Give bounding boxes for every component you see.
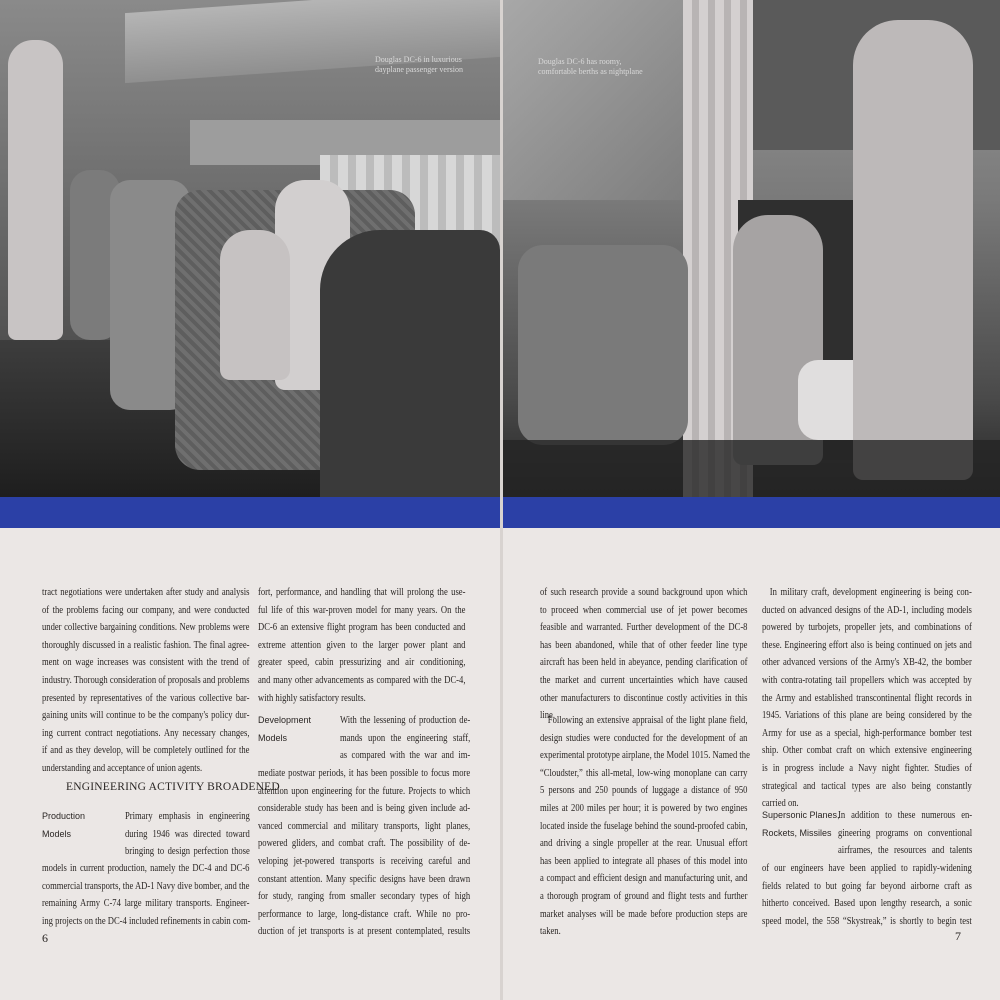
text-line: feasible and warranted. Further development of the DC-8: [540, 621, 748, 634]
text-line: models in current production, namely the DC-4 and DC-6: [42, 862, 250, 874]
text-line: line.: [540, 709, 556, 722]
side-head-line: Models: [42, 828, 72, 839]
side-head-line: Models: [258, 732, 288, 743]
text-line: mediate postwar periods, it has been possible to focus more: [258, 767, 471, 779]
cabin-floor: [503, 440, 1000, 497]
page-number-right: 7: [955, 929, 961, 943]
text-line: presented by representatives of the various collective bar-: [42, 691, 250, 704]
text-line: powered gliders, and combat craft. The possibility of de-: [258, 837, 471, 850]
text-line: industry. Thorough consideration of proposals and problems: [42, 674, 250, 686]
text-line: ship. Other combat craft on which extensive engineering: [762, 744, 972, 757]
side-head-development-models: [258, 712, 311, 747]
text-line: as compared with the war and im-: [340, 749, 471, 762]
text-line: has been abandoned, while that of other feeder line type: [540, 638, 748, 651]
text-line: thoroughly discussed in a realistic fashion. The final agree-: [42, 638, 250, 651]
stewardess-figure: [8, 40, 63, 340]
side-head-line: Development: [258, 715, 312, 725]
text-line: fields related to but going far beyond airborne craft as: [762, 879, 972, 892]
child-passenger: [220, 230, 290, 380]
passenger-seats: [518, 245, 688, 445]
text-line: remaining Army C-74 large military transports. Engineer-: [42, 897, 250, 910]
text-line: attention upon engineering for the future. Projects to which: [258, 784, 471, 797]
text-line: understanding and acceptance of union agents.: [42, 762, 203, 774]
text-line: aircraft has been held in abeyance, pending clarification of: [540, 656, 748, 669]
text-line: with contra-rotating tail propellers which was accepted by: [762, 674, 972, 686]
text-line: taken.: [540, 925, 561, 938]
text-line: Primary emphasis in engineering: [125, 810, 250, 822]
blue-band-right: [503, 497, 1000, 528]
caption-line: Douglas DC-6 has roomy,: [538, 57, 622, 66]
text-line: veloping jet-powered transports is receiving careful and: [258, 855, 471, 867]
text-line: constant attention. Many specific designs have been drawn: [258, 872, 471, 885]
text-line: these. Engineering effort also is being continued on jets and: [762, 638, 972, 651]
text-line: carried on.: [762, 797, 799, 810]
text-line: ful life of this war-proven model for many years. On the: [258, 603, 466, 616]
text-line: if and as they develop, will be completely outlined for the: [42, 744, 250, 757]
text-line: mands upon the engineering staff,: [340, 731, 471, 744]
text-line: of our engineers have been applied to rapidly-widening: [762, 862, 972, 874]
text-line: miles at 200 miles per hour; it is powered by two engines: [540, 802, 748, 814]
text-line: and driving a single propeller at the rear. Unusual effort: [540, 837, 748, 850]
photo-caption-left: [375, 55, 463, 75]
text-line: other advanced versions of the Army's XB-42, the bomber: [762, 656, 972, 669]
page-number-left: 6: [42, 931, 48, 945]
text-line: gineering programs on conventional: [838, 826, 973, 839]
text-line: Army for use as a special, high-performance bomber test: [762, 726, 972, 739]
text-line: airframes, the resources and talents: [838, 844, 973, 857]
text-line: considerable study has been and is being given include ad-: [258, 802, 471, 815]
text-line: DC-6 an extensive flight program has been conducted and: [258, 621, 466, 634]
caption-line: dayplane passenger version: [375, 65, 463, 74]
text-line: fort, performance, and handling that will prolong the use-: [258, 586, 466, 598]
text-line: experimental prototype airplane, the Model 1015. Named the: [540, 749, 750, 762]
text-line: is in progress include a Navy night fighter. Studies of: [762, 762, 972, 774]
text-line: speed model, the 558 “Skystreak,” is shortly to begin test: [762, 914, 972, 927]
text-line: 5 persons and 250 pounds of luggage a distance of 950: [540, 784, 748, 797]
text-line: the Army and established transcontinental flight records in: [762, 691, 972, 704]
text-line: ing current contract negotiations. Any necessary changes,: [42, 726, 250, 739]
side-head-line: Production: [42, 811, 86, 821]
text-line: of the problems facing our company, and were conducted: [42, 603, 250, 616]
blue-band-left: [0, 497, 500, 528]
text-line: design studies were conducted for the development of an: [540, 731, 748, 744]
text-line: with highly satisfactory results.: [258, 691, 366, 704]
text-line: strategical and tactical types are also being constantly: [762, 779, 972, 792]
text-line: has been applied to integrate all phases of this model into: [540, 854, 748, 867]
text-line: performance to large, long-distance craft. While no pro-: [258, 907, 471, 920]
text-line: ing projects on the DC-4 included refinements in cabin com-: [42, 914, 251, 927]
photo-nightplane-berths: [503, 0, 1000, 497]
text-line: ment on wage increases was consistent with the trend of: [42, 656, 250, 669]
text-line: extreme attention given to the larger power plant and: [258, 638, 466, 651]
photo-dayplane-cabin: [0, 0, 500, 497]
text-line: With the lessening of production de-: [340, 714, 471, 726]
text-line: greater speed, cabin pressurizing and air conditioning,: [258, 656, 466, 669]
text-line: ducted on advanced designs of the AD-1, including models: [762, 603, 972, 616]
caption-line: comfortable berths as nightplane: [538, 67, 643, 76]
page-gutter: [500, 0, 503, 1000]
text-line: of such research provide a sound background upon which: [540, 586, 748, 598]
text-line: hitherto conceived. Based upon lengthy research, a sonic: [762, 897, 972, 910]
side-head-line: Rockets, Missiles: [762, 827, 832, 838]
cabin-ceiling: [503, 0, 693, 200]
text-line: to proceed when commercial use of jet power becomes: [540, 603, 748, 616]
text-line: and many other advancements as compared with the DC-4,: [258, 674, 466, 686]
text-line: during 1946 was directed toward: [125, 827, 250, 840]
text-line: bringing to design perfection those: [125, 845, 250, 858]
foreground-passenger: [320, 230, 500, 497]
caption-line: Douglas DC-6 in luxurious: [375, 55, 462, 64]
text-line: In military craft, development engineering is being con-: [769, 586, 972, 598]
text-line: market analyses will be made before production steps are: [540, 907, 748, 920]
text-line: the market and current uncertainties which have caused: [540, 674, 748, 686]
text-line: In addition to these numerous en-: [838, 809, 973, 821]
text-line: tract negotiations were undertaken after study and analysis: [42, 586, 250, 598]
stewardess-figure: [853, 20, 973, 480]
text-line: gaining units will continue to be the company's policy dur-: [42, 709, 250, 722]
text-line: vanced commercial and military transports, light planes,: [258, 819, 471, 832]
text-line: for study, ranging from smaller secondary types of high: [258, 890, 471, 903]
text-line: other manufacturers to discontinue costly activities in this: [540, 691, 748, 704]
text-line: a thorough program of ground and flight tests and further: [540, 890, 748, 902]
text-line: 1945. Variations of this plane are being considered by the: [762, 709, 972, 722]
text-line: commercial transports, the AD-1 Navy dive bomber, and the: [42, 879, 250, 892]
text-line: a compact and efficient design and manufacturing unit, and: [540, 872, 748, 885]
text-line: located inside the fuselage behind the sound-proofed cabin,: [540, 819, 748, 832]
text-line: duction of jet transports is at present contemplated, results: [258, 925, 471, 938]
text-line: “Cloudster,” this all-metal, low-wing monoplane can carry: [540, 766, 748, 779]
side-head-supersonic: [762, 807, 840, 842]
text-line: powered by turbojets, propeller jets, and combinations of: [762, 621, 972, 634]
text-line: Following an extensive appraisal of the light plane field,: [547, 714, 748, 726]
side-head-production-models: [42, 808, 85, 843]
section-heading: ENGINEERING ACTIVITY BROADENED: [66, 781, 280, 793]
photo-caption-right: [538, 57, 643, 77]
text-line: under collective bargaining conditions. New problems were: [42, 621, 250, 634]
side-head-line: Supersonic Planes,: [762, 810, 840, 820]
